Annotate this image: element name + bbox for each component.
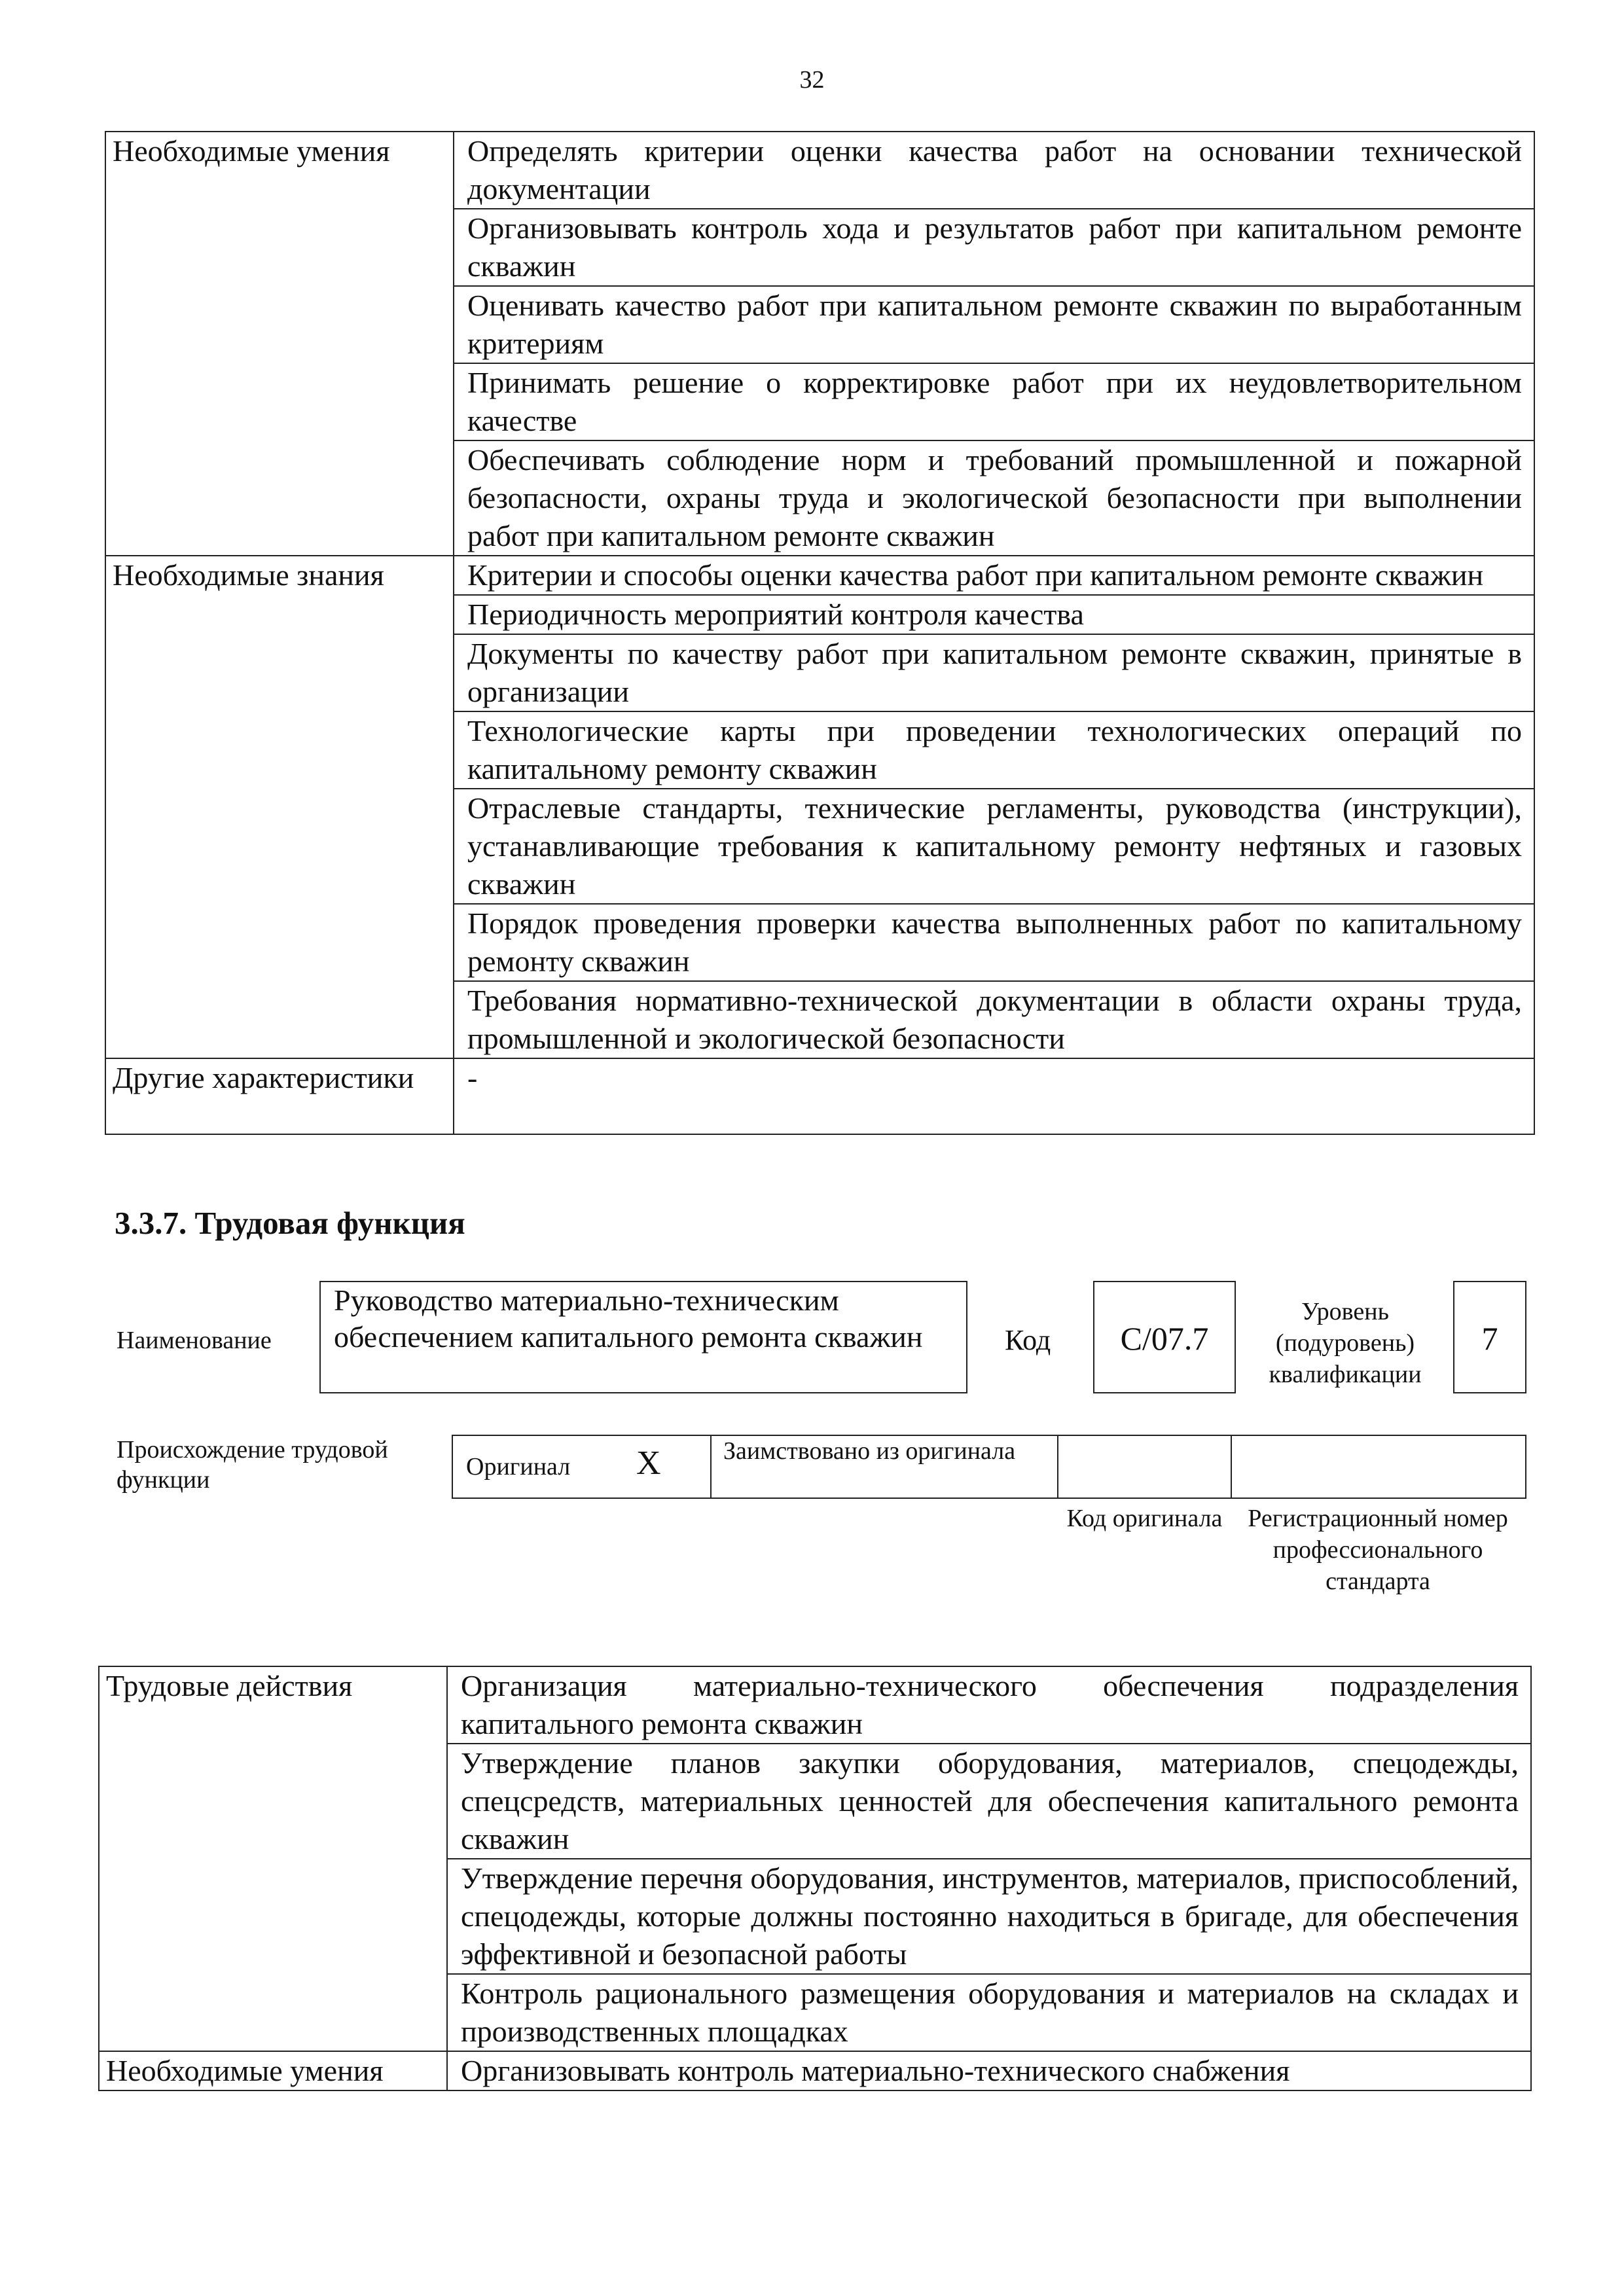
list-item: Контроль рационального размещения оборудования и материалов на складах и производственных площадках xyxy=(447,1974,1531,2051)
table-row xyxy=(105,1058,1534,1134)
actions-table xyxy=(98,1666,1532,2091)
list-item: Порядок проведения проверки качества выполненных работ по капитальному ремонту скважин xyxy=(454,904,1534,981)
list-item: Технологические карты при проведении технологических операций по капитальному ремонту скважин xyxy=(454,711,1534,789)
list-item: Оценивать качество работ при капитальном ремонте скважин по выработанным критериям xyxy=(454,286,1534,363)
list-item: Определять критерии оценки качества работ на основании технической документации xyxy=(454,132,1534,209)
row-label-skills: Необходимые умения xyxy=(99,2051,447,2090)
level-label: Уровень (подуровень) квалификации xyxy=(1269,1298,1422,1388)
list-item: Периодичность мероприятий контроля качества xyxy=(454,595,1534,634)
list-item: Обеспечивать соблюдение норм и требований промышленной и пожарной безопасности, охраны труда и экологической безопасности при выполнении работ при капитальном ремонте скважин xyxy=(454,440,1534,556)
list-item: Отраслевые стандарты, технические регламенты, руководства (инструкции), устанавливающие требования к капитальному ремонту нефтяных и газовых скважин xyxy=(454,789,1534,904)
level-box xyxy=(1453,1281,1526,1393)
page-number: 32 xyxy=(799,66,825,94)
code-box xyxy=(1093,1281,1236,1393)
list-item: Организовывать контроль хода и результатов работ при капитальном ремонте скважин xyxy=(454,209,1534,286)
table-row xyxy=(105,556,1534,595)
origin-mark: X xyxy=(636,1444,661,1482)
row-label-actions: Трудовые действия xyxy=(99,1666,447,2051)
table-row xyxy=(99,1666,1531,1744)
origin-code-caption: Код оригинала xyxy=(1066,1505,1223,1532)
table-row xyxy=(105,132,1534,209)
origin-divider xyxy=(1231,1435,1232,1499)
code-label: Код xyxy=(1005,1324,1051,1356)
list-item: Критерии и способы оценки качества работ при капитальном ремонте скважин xyxy=(454,556,1534,595)
function-name: Руководство материально-техническим обеспечением капитального ремонта скважин xyxy=(334,1283,923,1354)
level-value: 7 xyxy=(1481,1320,1498,1357)
function-name-box xyxy=(319,1281,967,1393)
list-item: Утверждение планов закупки оборудования, материалов, спецодежды, спецсредств, материальных ценностей для обеспечения капитального ремонта скважин xyxy=(447,1744,1531,1859)
origin-divider xyxy=(1057,1435,1058,1499)
row-label-skills: Необходимые умения xyxy=(105,132,454,556)
list-item: Принимать решение о корректировке работ при их неудовлетворительном качестве xyxy=(454,363,1534,440)
list-item: Организация материально-технического обеспечения подразделения капитального ремонта скважин xyxy=(447,1666,1531,1744)
name-label: Наименование xyxy=(117,1327,272,1354)
row-label-other: Другие характеристики xyxy=(105,1058,454,1134)
origin-borrowed: Заимствовано из оригинала xyxy=(723,1437,1016,1465)
origin-label: Происхождение трудовой функции xyxy=(117,1436,388,1494)
origin-reg-caption: Регистрационный номер профессионального стандарта xyxy=(1248,1505,1508,1595)
list-item: Утверждение перечня оборудования, инструментов, материалов, приспособлений, спецодежды, которые должны постоянно находиться в бригаде, для обеспечения эффективной и безопасной работы xyxy=(447,1859,1531,1974)
origin-divider xyxy=(710,1435,712,1499)
row-label-knowledge: Необходимые знания xyxy=(105,556,454,1058)
requirements-table xyxy=(105,131,1535,1135)
list-item: Организовывать контроль материально-технического снабжения xyxy=(447,2051,1531,2090)
list-item: Требования нормативно-технической документации в области охраны труда, промышленной и экологической безопасности xyxy=(454,981,1534,1058)
section-heading: 3.3.7. Трудовая функция xyxy=(115,1205,465,1241)
origin-original: Оригинал xyxy=(466,1453,571,1480)
code-value: C/07.7 xyxy=(1120,1320,1209,1357)
list-item: - xyxy=(454,1058,1534,1134)
list-item: Документы по качеству работ при капитальном ремонте скважин, принятые в организации xyxy=(454,634,1534,711)
table-row xyxy=(99,2051,1531,2090)
